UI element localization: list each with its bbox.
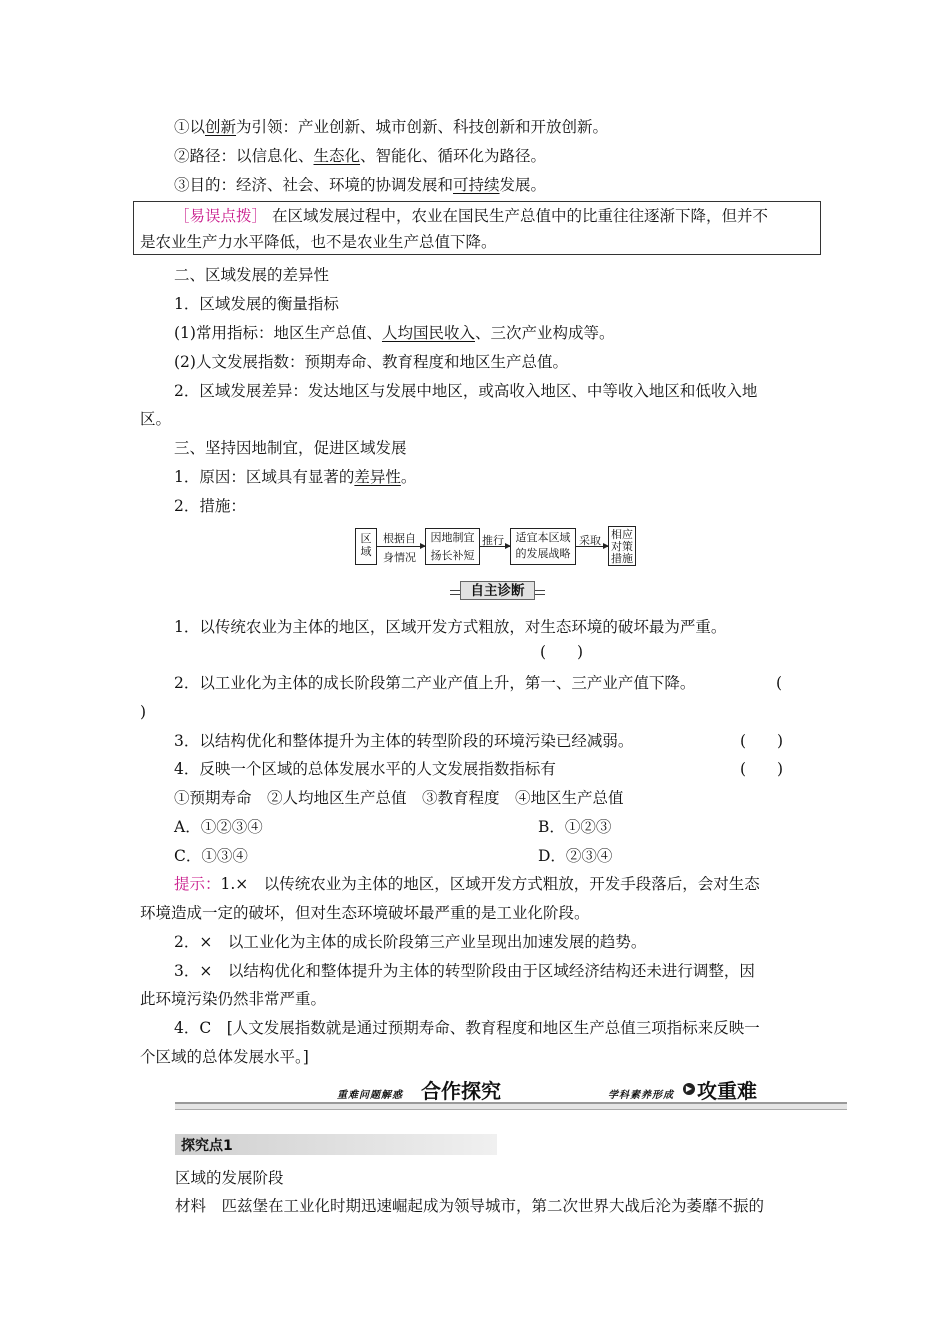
section-heading-2: 二、区域发展的差异性 — [174, 266, 330, 284]
banner-left-text: 重难问题解惑 — [337, 1090, 403, 1101]
answer-blank-4[interactable]: ( ) — [740, 760, 784, 778]
hint-3-line-1: 3．× 以结构优化和整体提升为主体的转型阶段由于区域经济结构还未进行调整，因 — [174, 962, 755, 980]
flow-arrow — [377, 546, 425, 547]
hint-3-line-2: 此环境污染仍然非常严重。 — [140, 990, 327, 1008]
option-b[interactable]: B．①②③ — [538, 818, 612, 836]
flow-label-basis-2: 身情况 — [383, 551, 416, 564]
flow-label-adopt: 采取 — [579, 534, 601, 547]
banner-title-2: 攻重难 — [697, 1079, 757, 1103]
cooperative-explore-banner — [175, 1075, 847, 1110]
self-diagnosis-title: 自主诊断 — [450, 581, 545, 600]
measures-line: 2．措施： — [174, 497, 246, 515]
tip-line-1: ［易误点拨］ 在区域发展过程中，农业在国民生产总值中的比重往往逐渐下降，但并不 — [174, 207, 768, 225]
option-a[interactable]: A．①②③④ — [174, 818, 263, 836]
difference-line-2: 区。 — [140, 410, 172, 428]
path-line: ②路径：以信息化、生态化、智能化、循环化为路径。 — [174, 147, 547, 165]
hint-2: 2．× 以工业化为主体的成长阶段第三产业呈现出加速发展的趋势。 — [174, 933, 647, 951]
arrow-circle-icon: ▶ — [683, 1083, 695, 1095]
answer-blank-2-close[interactable]: ) — [140, 703, 147, 721]
flow-box-measures: 相应 对策 措施 — [608, 526, 636, 566]
hint-1-line-1: 提示：1.× 以传统农业为主体的地区，区域开发方式粗放，开发手段落后，会对生态 — [174, 875, 760, 893]
question-1: 1．以传统农业为主体的地区，区域开发方式粗放，对生态环境的破坏最为严重。 — [174, 618, 727, 636]
question-4: 4．反映一个区域的总体发展水平的人文发展指数指标有 — [174, 760, 556, 778]
innovation-line: ①以创新为引领：产业创新、城市创新、科技创新和开放创新。 — [174, 118, 609, 136]
flow-box-region: 区域 — [355, 528, 377, 565]
error-tip-box — [133, 201, 821, 255]
measure-heading: 1．区域发展的衡量指标 — [174, 295, 339, 313]
common-indicators: (1)常用指标：地区生产总值、人均国民收入、三次产业构成等。 — [174, 324, 615, 342]
flow-label-implement: 推行 — [482, 534, 504, 547]
reason-line: 1．原因：区域具有显著的差异性。 — [174, 468, 417, 486]
question-2: 2．以工业化为主体的成长阶段第二产业产值上升，第一、三产业产值下降。 — [174, 674, 696, 692]
option-d[interactable]: D．②③④ — [538, 847, 613, 865]
banner-title-1: 合作探究 — [421, 1079, 501, 1103]
option-c[interactable]: C．①③④ — [174, 847, 248, 865]
question-4-items: ①预期寿命 ②人均地区生产总值 ③教育程度 ④地区生产总值 — [174, 789, 624, 807]
hint-1-line-2: 环境造成一定的破坏，但对生态环境破坏最严重的是工业化阶段。 — [140, 904, 590, 922]
banner-right-text: 学科素养形成 — [608, 1090, 674, 1101]
question-3: 3．以结构优化和整体提升为主体的转型阶段的环境污染已经减弱。 — [174, 732, 634, 750]
tip-line-2: 是农业生产力水平降低，也不是农业生产总值下降。 — [140, 233, 497, 251]
answer-blank-3[interactable]: ( ) — [740, 732, 784, 750]
material-line: 材料 匹兹堡在工业化时期迅速崛起成为领导城市，第二次世界大战后沦为萎靡不振的 — [175, 1197, 765, 1215]
flow-box-local: 因地制宜 扬长补短 — [425, 528, 480, 565]
hint-4-line-2: 个区域的总体发展水平。] — [140, 1048, 309, 1066]
difference-line-1: 2．区域发展差异：发达地区与发展中地区，或高收入地区、中等收入地区和低收入地 — [174, 382, 758, 400]
answer-blank-1[interactable]: ( ) — [540, 643, 584, 661]
section-heading-3: 三、坚持因地制宜，促进区域发展 — [174, 439, 407, 457]
purpose-line: ③目的：经济、社会、环境的协调发展和可持续发展。 — [174, 176, 547, 194]
explore-point-tag: 探究点1 — [175, 1134, 497, 1155]
flow-label-basis-1: 根据自 — [383, 532, 416, 545]
hdi-line: (2)人文发展指数：预期寿命、教育程度和地区生产总值。 — [174, 353, 568, 371]
flow-box-strategy: 适宜本区域 的发展战略 — [510, 528, 576, 565]
hint-4-line-1: 4．C [人文发展指数就是通过预期寿命、教育程度和地区生产总值三项指标来反映一 — [174, 1019, 760, 1037]
explore-title: 区域的发展阶段 — [175, 1169, 284, 1187]
answer-blank-2-open[interactable]: ( — [776, 674, 783, 692]
